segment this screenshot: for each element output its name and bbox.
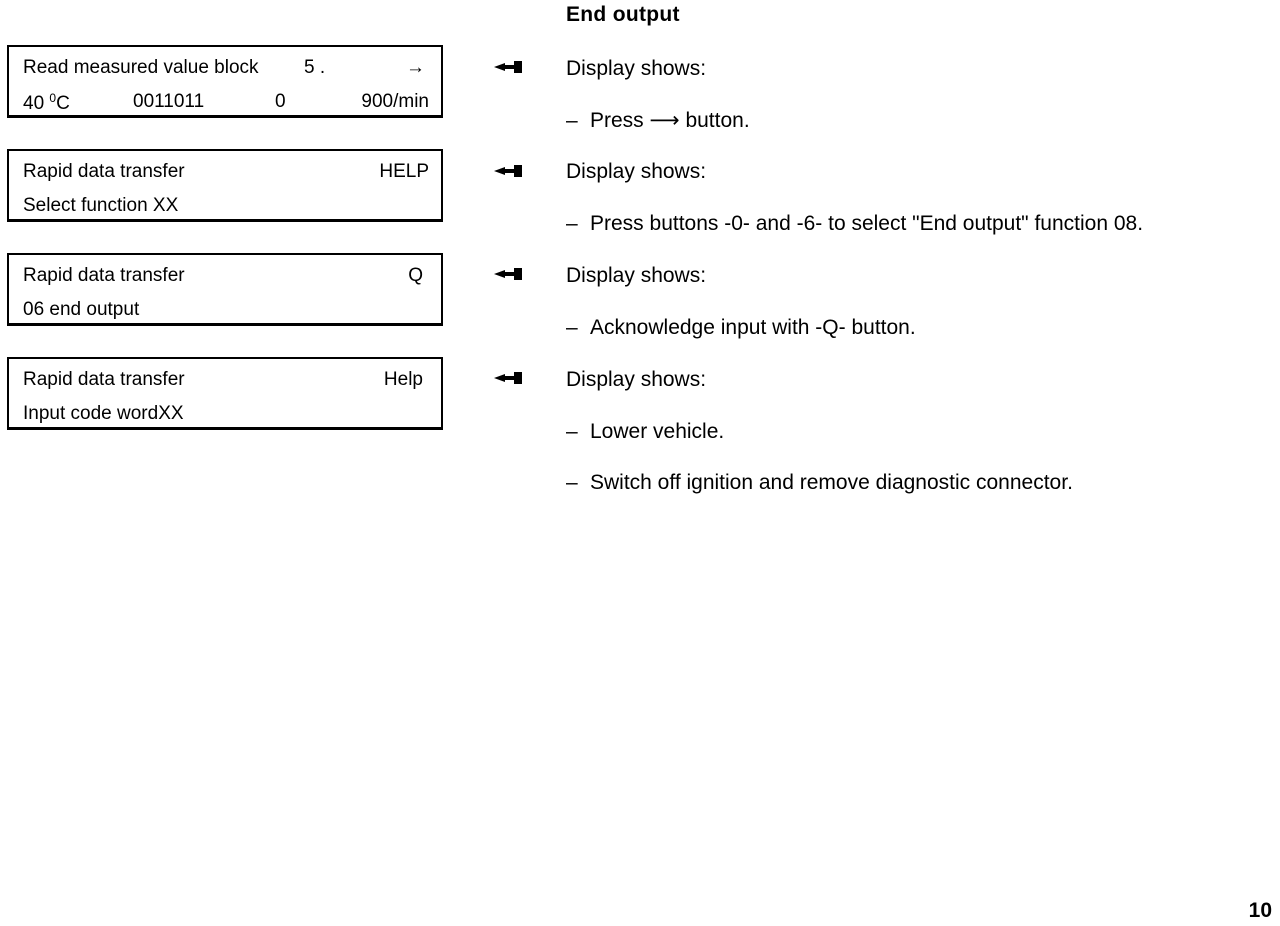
step-dash: – [566,316,578,339]
display-readout-1 [7,45,443,118]
display-q-label: Q [408,265,423,286]
display-line-1 [23,370,429,394]
arrow-right-icon: → [406,57,425,78]
display-binary-value: 0011011 [133,91,205,112]
temperature-unit: C [56,93,70,114]
instruction-display-shows: Display shows: [566,368,707,391]
display-line-1 [23,58,429,82]
instruction-step [566,316,916,340]
display-zero-value: 0 [275,91,286,112]
display-readout-2 [7,149,443,222]
display-rpm-value: 900/min [361,91,429,112]
step-text: Switch off ignition and remove diagnostic connector. [590,471,1073,494]
step-text: Press ⟶ button. [590,109,750,132]
step-dash: – [566,471,578,494]
display-readout-4 [7,357,443,430]
display-text: Rapid data transfer [23,161,185,182]
display-block-number: 5 . [304,57,326,78]
display-text: Rapid data transfer [23,265,185,286]
display-line-2 [23,196,429,220]
display-text: Rapid data transfer [23,369,185,390]
display-help-label: HELP [379,161,429,182]
step-text: Press buttons -0- and -6- to select "End output" function 08. [590,212,1144,235]
instruction-step [566,108,750,133]
step-text: Lower vehicle. [590,420,725,443]
instruction-step [566,212,1143,236]
instruction-step [566,471,1073,495]
pointing-hand-icon [494,371,524,385]
step-dash: – [566,109,578,132]
instruction-display-shows: Display shows: [566,160,707,183]
temperature-value: 40 [23,93,45,114]
page-number: 10 [1248,899,1272,922]
section-heading: End output [566,3,680,26]
display-line-1 [23,266,429,290]
step-dash: – [566,420,578,443]
pointing-hand-icon [494,164,524,178]
display-line-2 [23,92,429,116]
display-text: Read measured value block [23,57,259,78]
pointing-hand-icon [494,267,524,281]
display-text: Input code wordXX [23,403,184,424]
pointing-hand-icon [494,60,524,74]
display-readout-3 [7,253,443,326]
step-text: Acknowledge input with -Q- button. [590,316,916,339]
display-text: 06 end output [23,299,140,320]
instruction-step [566,420,724,444]
display-line-2 [23,404,429,428]
display-temperature [23,92,70,113]
display-line-2 [23,300,429,324]
display-line-1 [23,162,429,186]
instruction-display-shows: Display shows: [566,57,707,80]
step-dash: – [566,212,578,235]
instruction-display-shows: Display shows: [566,264,707,287]
display-help-label: Help [383,369,423,390]
degree-symbol: 0 [49,91,57,105]
display-text: Select function XX [23,195,179,216]
